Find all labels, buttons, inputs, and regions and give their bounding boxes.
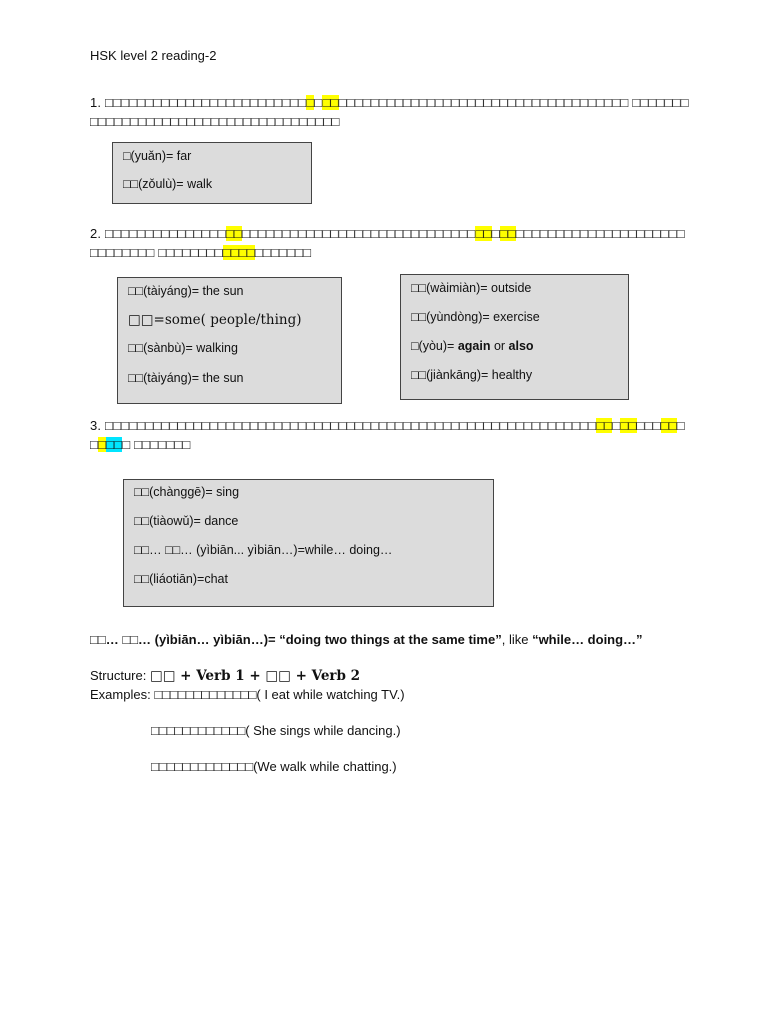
p3-text: □□□ [636, 418, 661, 433]
examples-line [90, 687, 405, 702]
structure-label: Structure: [90, 668, 150, 683]
explain-bold: “while… doing…” [532, 632, 643, 647]
p1-highlight: □□ [322, 95, 339, 110]
vocab-item: □(yuǎn)= far [123, 149, 192, 163]
paragraph-2 [90, 224, 690, 262]
p2-text: 2. □□□□□□□□□□□□□□□ [90, 226, 226, 241]
p3-highlight: □□ [596, 418, 613, 433]
p3-highlight: □□ [660, 418, 677, 433]
vocab-bold: also [508, 339, 534, 353]
structure-formula: □□ + Verb 1 + □□ + Verb 2 [149, 668, 361, 684]
p2-text: □□□□□□□□ [158, 245, 223, 260]
vocab-box-1 [112, 142, 312, 204]
p1-text: □□□□□□□□□□□□□□□□□□□□□□□□□□□□□□□□□□□□ [338, 95, 629, 110]
vocab-item: □□(zǒulù)= walk [123, 177, 213, 191]
vocab-item: □□(wàimiàn)= outside [411, 281, 532, 295]
paragraph-1 [90, 93, 690, 131]
vocab-text: □(yòu)= [411, 339, 458, 353]
vocab-bold: again [457, 339, 491, 353]
vocab-box-2a [117, 277, 342, 404]
example-sentence: □□□□□□□□□□□□□( I eat while watching TV.) [154, 687, 405, 702]
p2-text: □ [491, 226, 500, 241]
vocab-text: or [490, 339, 509, 353]
vocab-item: □□(jiànkāng)= healthy [411, 368, 533, 382]
p2-highlight: □□□□ [222, 245, 255, 260]
vocab-item: □□(sànbù)= walking [128, 341, 238, 355]
p3-highlight: □□ [620, 418, 637, 433]
p2-text: □□□□□□□□□□□□□□□□□□□□□□□□□□□□□ [241, 226, 476, 241]
p2-highlight: □□ [475, 226, 492, 241]
vocab-item [411, 339, 534, 353]
vocab-box-2b [400, 274, 629, 400]
p2-highlight: □□ [225, 226, 242, 241]
vocab-item: □□… □□… (yìbiān... yìbiān…)=while… doing… [134, 543, 393, 557]
p2-text: □□□□□□□ [254, 245, 312, 260]
explain-bold: □□… □□… [90, 632, 155, 647]
grammar-explanation [90, 632, 643, 647]
p3-text: □ [122, 437, 131, 452]
p1-highlight: □ [306, 95, 315, 110]
example-sentence: □□□□□□□□□□□□( She sings while dancing.) [151, 723, 401, 738]
p3-text: □□□□□□□ [134, 437, 191, 452]
vocab-box-3 [123, 479, 494, 607]
vocab-item: □□(tiàowǔ)= dance [134, 514, 239, 528]
p3-text: 3. □□□□□□□□□□□□□□□□□□□□□□□□□□□□□□□□□□□□□□□□□□□□□□□□□□□□□□□□□□□□□ [90, 418, 597, 433]
p3-text: □□ [90, 418, 685, 452]
vocab-item: □□=some( people/thing) [128, 312, 302, 328]
document-title: HSK level 2 reading-2 [90, 48, 217, 63]
vocab-item: □□(liáotiān)=chat [134, 572, 228, 586]
p3-highlight: □ [98, 437, 107, 452]
p1-text: □ [314, 95, 323, 110]
p3-text: □ [612, 418, 621, 433]
p2-highlight: □□ [499, 226, 516, 241]
p1-text: 1. □□□□□□□□□□□□□□□□□□□□□□□□□ [90, 95, 307, 110]
example-sentence: □□□□□□□□□□□□□(We walk while chatting.) [151, 759, 397, 774]
explain-bold: (yìbiān… yìbiān…)= “doing two things at the same time” [154, 632, 502, 647]
p1-text: □□□□□□□□□□□□□□□□□□□□□□□□□□□□□□□□□□□□□□ [90, 95, 689, 129]
vocab-item: □□(tàiyáng)= the sun [128, 284, 244, 298]
examples-label: Examples: [90, 687, 155, 702]
structure-line [90, 668, 360, 684]
vocab-item: □□(yùndòng)= exercise [411, 310, 540, 324]
p2-text: □□□□□□□□□□□□□□□□□□□□□□□□□□□□□ [90, 226, 685, 260]
vocab-item: □□(chànggē)= sing [134, 485, 240, 499]
paragraph-3 [90, 416, 690, 454]
explain-text: , like [501, 632, 533, 647]
vocab-item: □□(tàiyáng)= the sun [128, 371, 244, 385]
p3-highlight-cyan: □□ [106, 437, 123, 452]
